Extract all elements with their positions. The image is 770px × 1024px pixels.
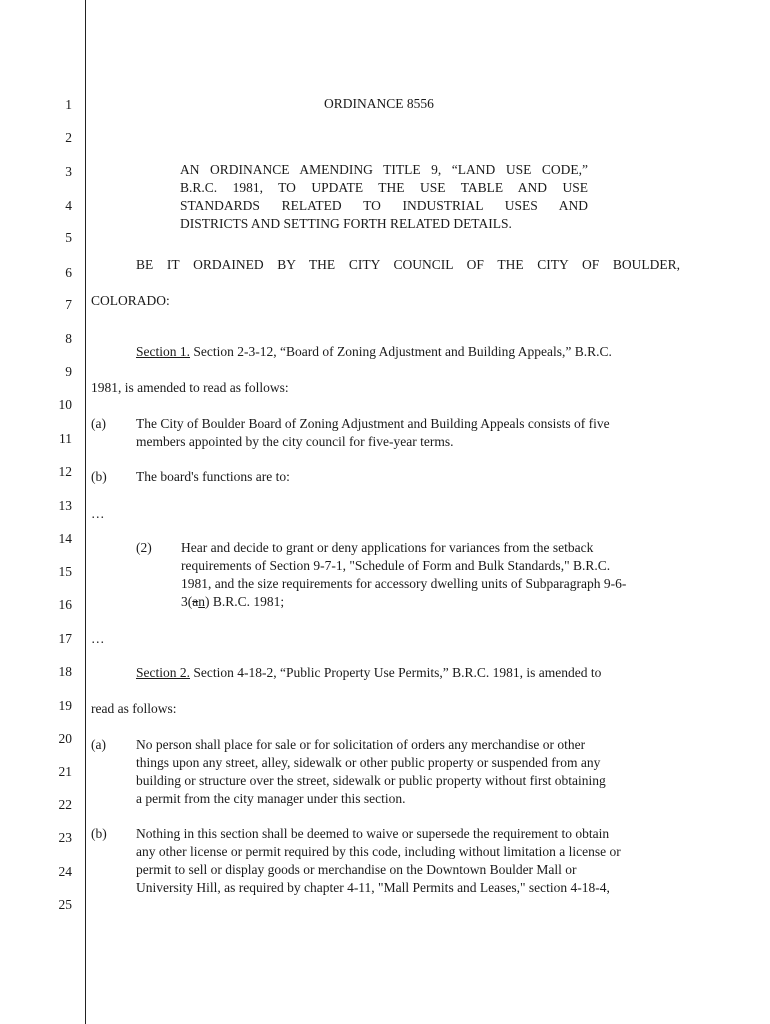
line-number: 7 <box>65 297 72 312</box>
item-line: University Hill, as required by chapter 4-11, "Mall Permits and Leases," section 4-18-4, <box>136 880 610 895</box>
ordinance-caption <box>180 161 588 233</box>
line-number: 20 <box>58 731 72 746</box>
section-2-item-b <box>136 825 696 897</box>
line-number: 6 <box>65 265 72 280</box>
caption-line: B.R.C. 1981, TO UPDATE THE USE TABLE AND USE <box>180 180 588 195</box>
text-suffix: ) B.R.C. 1981; <box>205 594 285 609</box>
line-number: 22 <box>58 797 72 812</box>
line-number: 4 <box>65 198 72 213</box>
item-line: things upon any street, alley, sidewalk or other public property or suspended from any <box>136 755 601 770</box>
line-number: 1 <box>65 97 72 112</box>
line-number: 11 <box>59 431 72 446</box>
section-2-intro-cont: read as follows: <box>91 701 177 716</box>
line-number: 13 <box>58 498 72 513</box>
ordinance-title: ORDINANCE 8556 <box>324 96 434 111</box>
ellipsis: … <box>91 631 105 646</box>
line-number: 23 <box>58 830 72 845</box>
line-number: 25 <box>58 897 72 912</box>
section-1-intro-cont: 1981, is amended to read as follows: <box>91 380 289 395</box>
ellipsis: … <box>91 506 105 521</box>
struck-text: a <box>192 594 199 609</box>
enacting-clause-line2: COLORADO: <box>91 293 170 308</box>
item-line: permit to sell or display goods or merchandise on the Downtown Boulder Mall or <box>136 862 577 877</box>
section-1-intro-text: Section 2-3-12, “Board of Zoning Adjustment and Building Appeals,” B.R.C. <box>190 344 612 359</box>
line-number: 18 <box>58 664 72 679</box>
item-line: 1981, and the size requirements for accessory dwelling units of Subparagraph 9-6- <box>181 576 627 591</box>
item-label: (2) <box>136 540 152 555</box>
line-number: 24 <box>58 864 72 879</box>
section-2-intro-text: Section 4-18-2, “Public Property Use Permits,” B.R.C. 1981, is amended to <box>190 665 602 680</box>
text-prefix: 3( <box>181 594 193 609</box>
line-number: 12 <box>58 464 72 479</box>
item-line: Hear and decide to grant or deny applications for variances from the setback <box>181 540 594 555</box>
section-1-subitem-2 <box>181 539 691 611</box>
line-number: 14 <box>58 531 72 546</box>
item-label: (a) <box>91 737 106 752</box>
section-1-heading: Section 1. <box>136 344 190 359</box>
section-1-item-a <box>136 415 696 451</box>
line-number: 9 <box>65 364 72 379</box>
line-number: 16 <box>58 597 72 612</box>
inserted-text: n <box>198 594 205 609</box>
line-number: 10 <box>58 397 72 412</box>
section-2-heading: Section 2. <box>136 665 190 680</box>
left-margin-rule <box>85 0 86 1024</box>
item-line: Nothing in this section shall be deemed to waive or supersede the requirement to obtain <box>136 826 610 841</box>
item-line: a permit from the city manager under this section. <box>136 791 406 806</box>
item-label: (b) <box>91 469 107 484</box>
caption-line: DISTRICTS AND SETTING FORTH RELATED DETAILS. <box>180 216 512 231</box>
item-line: building or structure over the street, sidewalk or public property without first obtaining <box>136 773 606 788</box>
item-label: (b) <box>91 826 107 841</box>
section-2-item-a <box>136 736 696 808</box>
item-line <box>181 593 691 611</box>
line-number: 2 <box>65 130 72 145</box>
caption-line: STANDARDS RELATED TO INDUSTRIAL USES AND <box>180 198 588 213</box>
line-number: 17 <box>58 631 72 646</box>
line-number: 8 <box>65 331 72 346</box>
item-line: any other license or permit required by this code, including without limitation a license or <box>136 844 621 859</box>
line-number: 3 <box>65 164 72 179</box>
line-number: 21 <box>58 764 72 779</box>
line-number: 19 <box>58 698 72 713</box>
section-2-intro <box>136 664 601 682</box>
caption-line: AN ORDINANCE AMENDING TITLE 9, “LAND USE CODE,” <box>180 162 588 177</box>
line-number: 5 <box>65 230 72 245</box>
section-1-intro <box>136 343 612 361</box>
item-label: (a) <box>91 416 106 431</box>
item-line: members appointed by the city council for five-year terms. <box>136 434 454 449</box>
item-line: No person shall place for sale or for solicitation of orders any merchandise or other <box>136 737 586 752</box>
line-number: 15 <box>58 564 72 579</box>
section-1-item-b: The board's functions are to: <box>136 469 290 484</box>
item-line: The City of Boulder Board of Zoning Adjustment and Building Appeals consists of five <box>136 416 610 431</box>
item-line: requirements of Section 9-7-1, "Schedule of Form and Bulk Standards," B.R.C. <box>181 558 611 573</box>
enacting-clause-line1: BE IT ORDAINED BY THE CITY COUNCIL OF THE CITY OF BOULDER, <box>136 257 680 272</box>
